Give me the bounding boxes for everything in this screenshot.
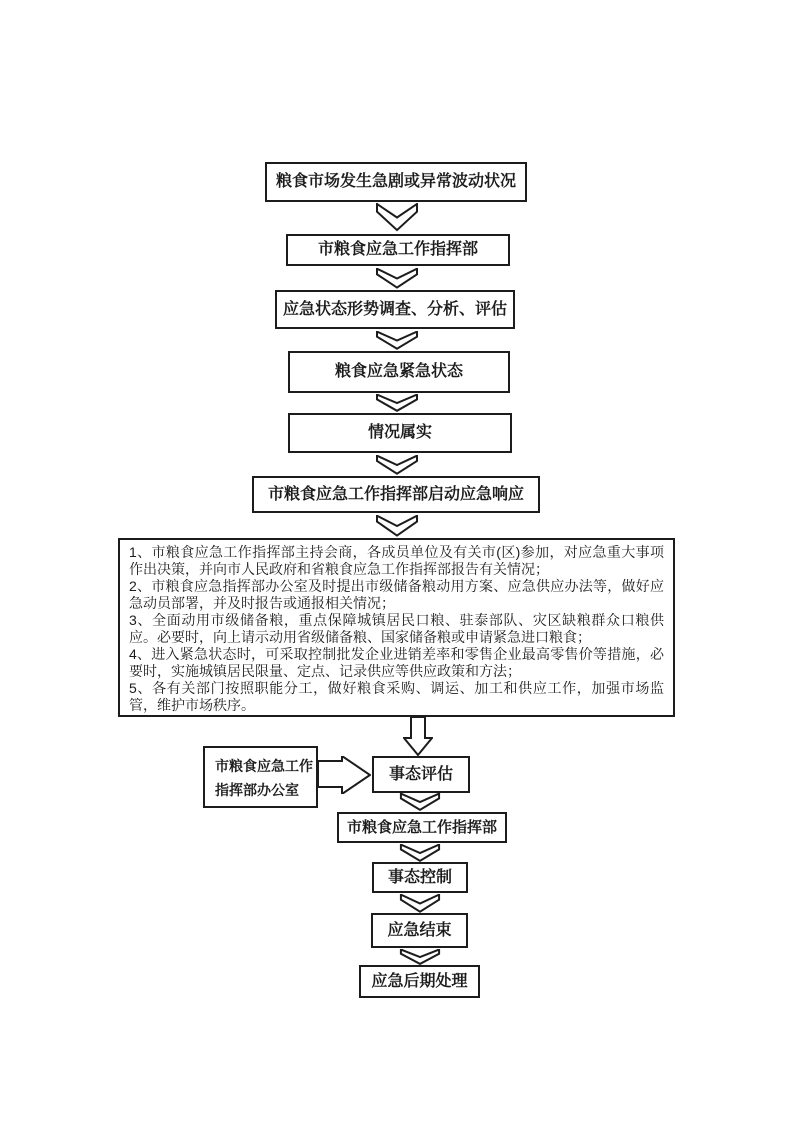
flow-step-assessment: 事态评估 <box>372 756 470 793</box>
flow-step-situation-control: 事态控制 <box>372 862 468 893</box>
arrow-down-icon <box>399 793 441 811</box>
arrow-down-icon <box>375 203 419 232</box>
flow-step-activate-response: 市粮食应急工作指挥部启动应急响应 <box>252 476 540 513</box>
flow-step-emergency-state: 粮食应急紧急状态 <box>288 351 510 393</box>
arrow-down-icon <box>399 844 441 862</box>
flow-step-command-hq-2: 市粮食应急工作指挥部 <box>337 812 507 843</box>
arrow-down-icon <box>375 455 419 475</box>
measure-item-5: 5、各有关部门按照职能分工，做好粮食采购、调运、加工和供应工作，加强市场监管，维护市场秩序。 <box>129 680 664 713</box>
flow-step-investigation: 应急状态形势调查、分析、评估 <box>275 290 515 329</box>
arrow-down-shaft-icon <box>403 717 433 756</box>
response-measures-box <box>118 538 675 717</box>
arrow-down-icon <box>375 394 419 412</box>
flow-step-command-hq: 市粮食应急工作指挥部 <box>286 234 510 266</box>
measure-item-3: 3、全面动用市级储备粮，重点保障城镇居民口粮、驻泰部队、灾区缺粮群众口粮供应。必要时，向上请示动用省级储备粮、国家储备粮或申请紧急进口粮食； <box>129 612 664 645</box>
arrow-down-icon <box>375 268 419 289</box>
measure-item-1: 1、市粮食应急工作指挥部主持会商，各成员单位及有关市(区)参加，对应急重大事项作出决策，并向市人民政府和省粮食应急工作指挥部报告有关情况； <box>129 544 664 577</box>
flow-step-market-fluctuation: 粮食市场发生急剧或异常波动状况 <box>265 162 527 202</box>
office-side-box: 市粮食应急工作指挥部办公室 <box>203 746 318 808</box>
measure-item-4: 4、进入紧急状态时，可采取控制批发企业进销差率和零售企业最高零售价等措施，必要时，实施城镇居民限量、定点、记录供应等供应政策和方法； <box>129 646 664 679</box>
arrow-down-icon <box>399 949 441 965</box>
arrow-right-icon <box>318 756 371 794</box>
arrow-down-icon <box>375 331 419 350</box>
flow-step-situation-confirmed: 情况属实 <box>288 413 512 453</box>
measure-item-2: 2、市粮食应急指挥部办公室及时提出市级储备粮动用方案、应急供应办法等，做好应急动员部署，并及时报告或通报相关情况； <box>129 578 664 611</box>
flow-step-post-processing: 应急后期处理 <box>359 965 480 998</box>
flow-step-emergency-end: 应急结束 <box>371 913 468 948</box>
arrow-down-icon <box>375 515 419 537</box>
arrow-down-icon <box>399 894 441 913</box>
